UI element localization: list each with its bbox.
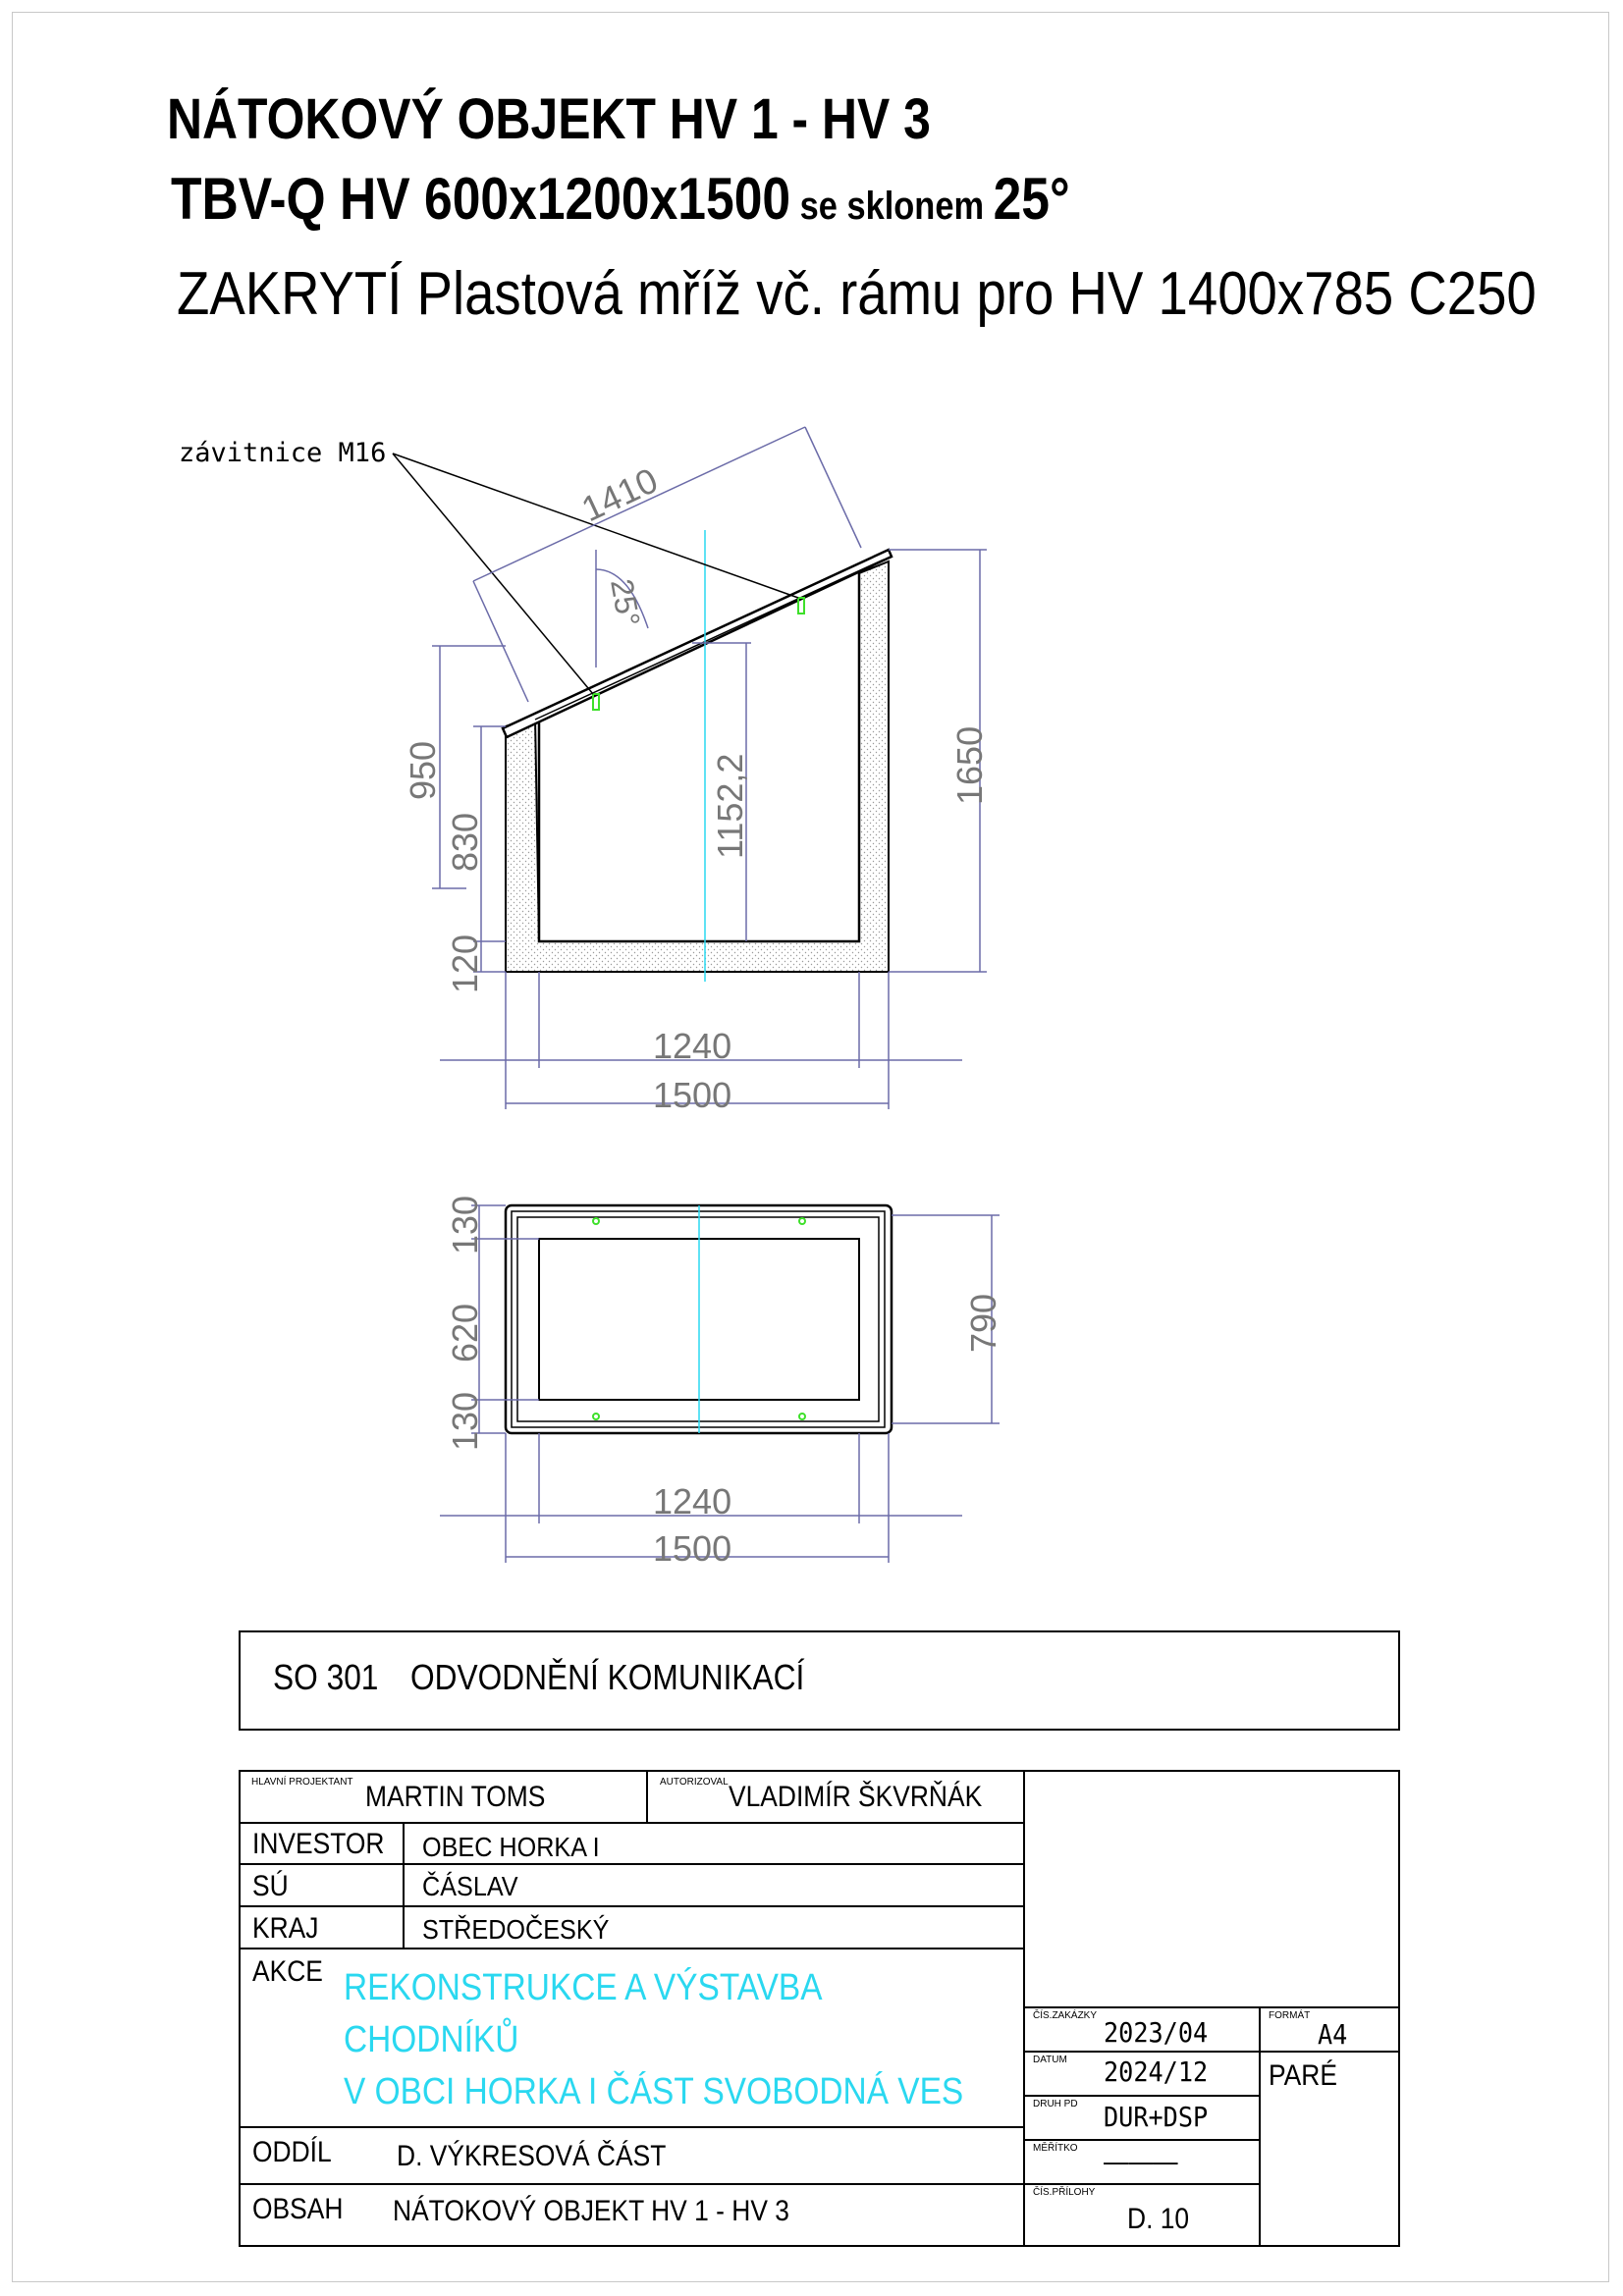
tb-row-line-5 xyxy=(239,2126,1024,2128)
druh-pd-label: DRUH PD xyxy=(1033,2099,1078,2109)
section-wall-body xyxy=(506,561,889,972)
dim-plan-790: 790 xyxy=(963,1293,1003,1353)
tb-row-line-6 xyxy=(239,2183,1024,2185)
plan-bolt-3 xyxy=(593,1414,599,1419)
so-name: ODVODNĚNÍ KOMUNIKACÍ xyxy=(410,1657,805,1697)
akce-line-3: V OBCI HORKA I ČÁST SVOBODNÁ VES xyxy=(344,2071,964,2112)
druh-pd-value: DUR+DSP xyxy=(1104,2101,1209,2133)
plan-bolt-2 xyxy=(799,1218,805,1224)
kraj-value: STŘEDOČESKÝ xyxy=(422,1914,610,1945)
datum-label: DATUM xyxy=(1033,2055,1067,2065)
tb-row-line-1 xyxy=(239,1822,1024,1824)
investor-value: OBEC HORKA I xyxy=(422,1832,600,1862)
callout-label: závitnice M16 xyxy=(179,438,387,468)
tb-row-line-3 xyxy=(239,1905,1024,1907)
tb-col-line-main xyxy=(1023,1770,1025,2247)
dim-plan-130-top: 130 xyxy=(445,1195,485,1255)
cis-zakazky-value: 2023/04 xyxy=(1104,2016,1209,2049)
datum-value: 2024/12 xyxy=(1104,2056,1209,2088)
plan-bolt-4 xyxy=(799,1414,805,1419)
format-label: FORMÁT xyxy=(1269,2010,1311,2021)
dim-1240-section: 1240 xyxy=(653,1026,732,1066)
tb-right-line-1 xyxy=(1023,2006,1400,2008)
tb-row-line-4 xyxy=(239,1948,1024,1949)
format-value: A4 xyxy=(1318,2018,1348,2051)
cis-prilohy-value: D. 10 xyxy=(1127,2203,1190,2235)
dim-830: 830 xyxy=(445,812,485,872)
tb-col-line-2 xyxy=(403,1822,405,1948)
dim-1152-2: 1152,2 xyxy=(710,753,750,859)
obsah-label: OBSAH xyxy=(252,2193,344,2225)
meritko-value: ——— xyxy=(1104,2146,1178,2176)
cis-prilohy-label: ČÍS.PŘÍLOHY xyxy=(1033,2187,1096,2198)
dim-1650: 1650 xyxy=(949,725,990,805)
tb-right-line-2 xyxy=(1023,2051,1400,2053)
dim-slope-1410: 1410 xyxy=(575,459,664,530)
plan-frame-3 xyxy=(517,1217,879,1421)
dim-120: 120 xyxy=(445,934,485,993)
tb-col-line-1 xyxy=(646,1770,648,1822)
title-line-2-angle: 25° xyxy=(993,166,1070,232)
akce-line-2: CHODNÍKŮ xyxy=(344,2019,519,2060)
title-line-1: NÁTOKOVÝ OBJEKT HV 1 - HV 3 xyxy=(167,87,931,151)
dim-left-lines xyxy=(432,646,506,972)
plan-bolt-1 xyxy=(593,1218,599,1224)
plan-view xyxy=(440,1196,1003,1569)
dim-1240-plan: 1240 xyxy=(653,1481,732,1522)
akce-label: AKCE xyxy=(252,1955,323,1988)
autorizoval-value: VLADIMÍR ŠKVRŇÁK xyxy=(729,1781,983,1813)
tb-right-line-3 xyxy=(1023,2095,1260,2097)
oddil-label: ODDÍL xyxy=(252,2136,332,2168)
tb-right-line-4 xyxy=(1023,2139,1260,2141)
dim-1500-section: 1500 xyxy=(653,1075,732,1115)
meritko-label: MĚŘÍTKO xyxy=(1033,2143,1078,2154)
su-value: ČÁSLAV xyxy=(422,1871,518,1901)
akce-line-1: REKONSTRUKCE A VÝSTAVBA xyxy=(344,1967,823,2008)
section-view xyxy=(179,427,990,1115)
hlavni-projektant-label: HLAVNÍ PROJEKTANT xyxy=(251,1777,353,1788)
su-label: SÚ xyxy=(252,1870,289,1902)
dim-1500-plan: 1500 xyxy=(653,1528,732,1569)
title-line-3: ZAKRYTÍ Plastová mříž vč. rámu pro HV 1400x785 C250 xyxy=(177,260,1537,328)
so-code: SO 301 xyxy=(273,1657,379,1697)
tb-right-line-5 xyxy=(1023,2183,1260,2185)
autorizoval-label: AUTORIZOVAL xyxy=(660,1777,729,1788)
kraj-label: KRAJ xyxy=(252,1912,319,1945)
pare-label: PARÉ xyxy=(1269,2059,1337,2092)
title-line-2-mid: se sklonem xyxy=(790,185,994,228)
dim-950: 950 xyxy=(403,740,443,800)
obsah-value: NÁTOKOVÝ OBJEKT HV 1 - HV 3 xyxy=(393,2195,789,2227)
grate-inner-line xyxy=(535,560,884,720)
oddil-value: D. VÝKRESOVÁ ČÁST xyxy=(397,2140,667,2172)
dim-plan-130-bottom: 130 xyxy=(445,1391,485,1451)
investor-label: INVESTOR xyxy=(252,1828,385,1860)
cis-zakazky-label: ČÍS.ZAKÁZKY xyxy=(1033,2010,1098,2021)
dim-plan-620: 620 xyxy=(445,1303,485,1362)
dim-angle-25: 25° xyxy=(604,575,647,629)
tb-row-line-2 xyxy=(239,1863,1024,1865)
section-inner-outline xyxy=(539,573,859,941)
plan-frame-2 xyxy=(512,1211,885,1427)
hlavni-projektant-value: MARTIN TOMS xyxy=(365,1781,546,1813)
tb-right-col-line xyxy=(1259,2006,1261,2247)
title-line-2-main: TBV-Q HV 600x1200x1500 xyxy=(171,166,791,232)
